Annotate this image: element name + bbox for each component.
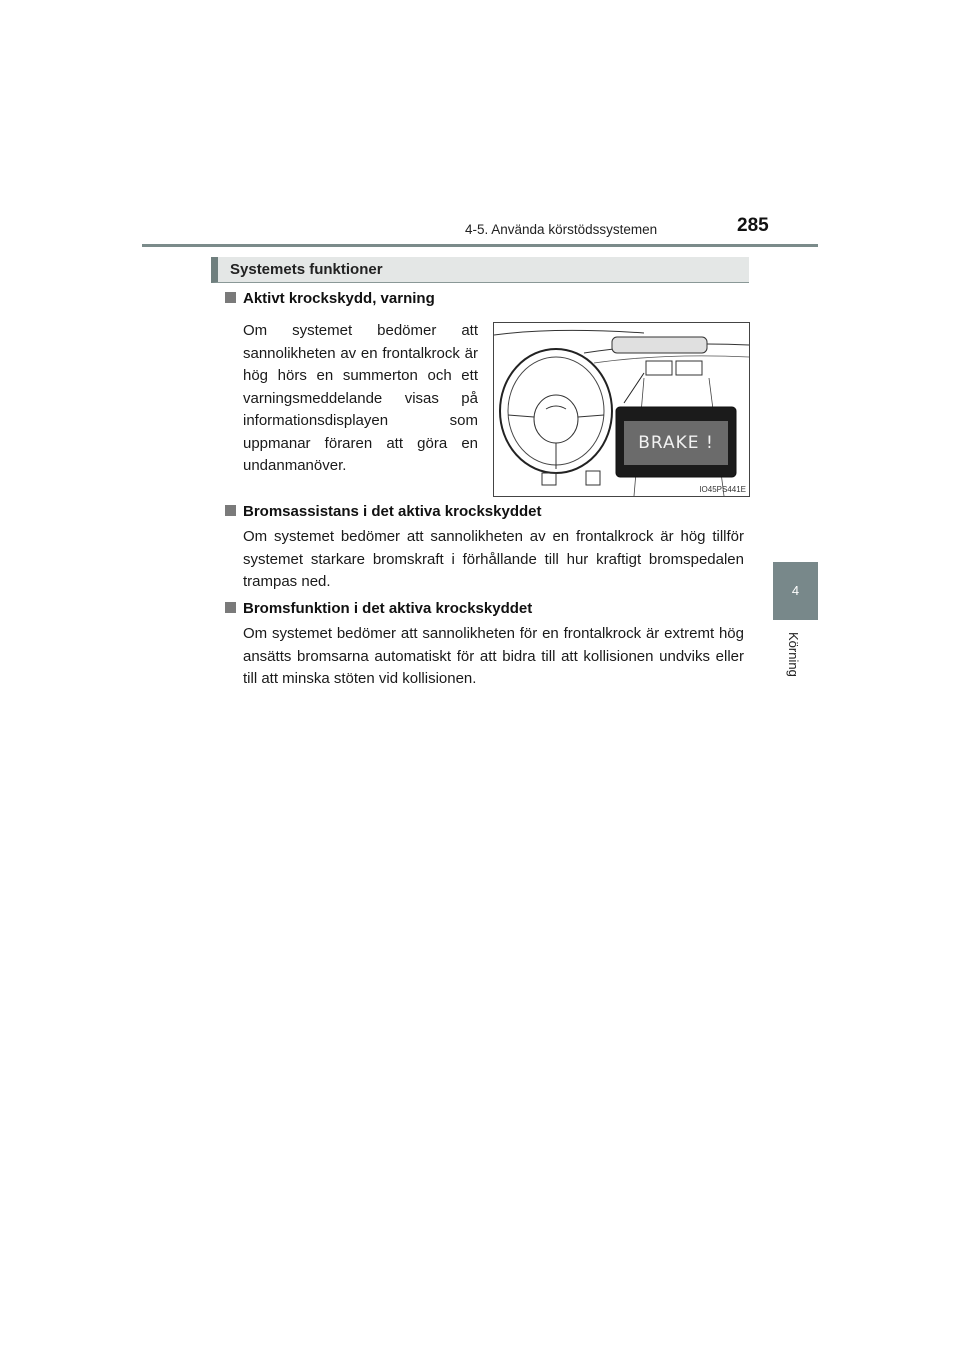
subheading-3: [225, 600, 532, 617]
subheading-2: [225, 503, 541, 520]
paragraph-3: Om systemet bedömer att sannolikheten för en frontalkrock är extremt hög ansätts bromsarna automatiskt för att bidra till att kollisionen undviks eller till att minska stöten vid kollisionen.: [243, 625, 744, 687]
page-number: 285: [737, 215, 769, 236]
steering-wheel-dashboard-drawing: [494, 323, 749, 496]
chapter-label: Körning: [786, 632, 801, 677]
square-bullet-icon: [225, 505, 236, 516]
chapter-tab: 4: [773, 562, 818, 620]
subheading-text: Bromsfunktion i det aktiva krockskyddet: [243, 600, 533, 617]
subheading-text: Bromsassistans i det aktiva krockskyddet: [243, 503, 542, 520]
paragraph-1: Om systemet bedömer att sannolikheten av en frontalkrock är hög hörs en summerton och ett varningsmeddelande visas på informationsdisplayen som uppmanar föraren att göra en undanmanöver.: [243, 322, 478, 474]
section-title: Systemets funktioner: [230, 261, 383, 278]
section-heading-bar: [211, 257, 749, 283]
square-bullet-icon: [225, 602, 236, 613]
header-rule: [142, 244, 818, 247]
figure-code: IO45PS441E: [699, 485, 746, 494]
brake-warning-message: BRAKE !: [638, 433, 714, 453]
paragraph-2: Om systemet bedömer att sannolikheten av en frontalkrock är hög tillför systemet starkare bromskraft i förhållande till hur kraftigt bromspedalen trampas ned.: [243, 528, 744, 590]
subheading-text: Aktivt krockskydd, varning: [243, 290, 435, 307]
header-section-title: 4-5. Använda körstödssystemen: [465, 222, 658, 237]
subheading-1: [225, 290, 435, 307]
dashboard-illustration: [493, 322, 750, 497]
square-bullet-icon: [225, 292, 236, 303]
